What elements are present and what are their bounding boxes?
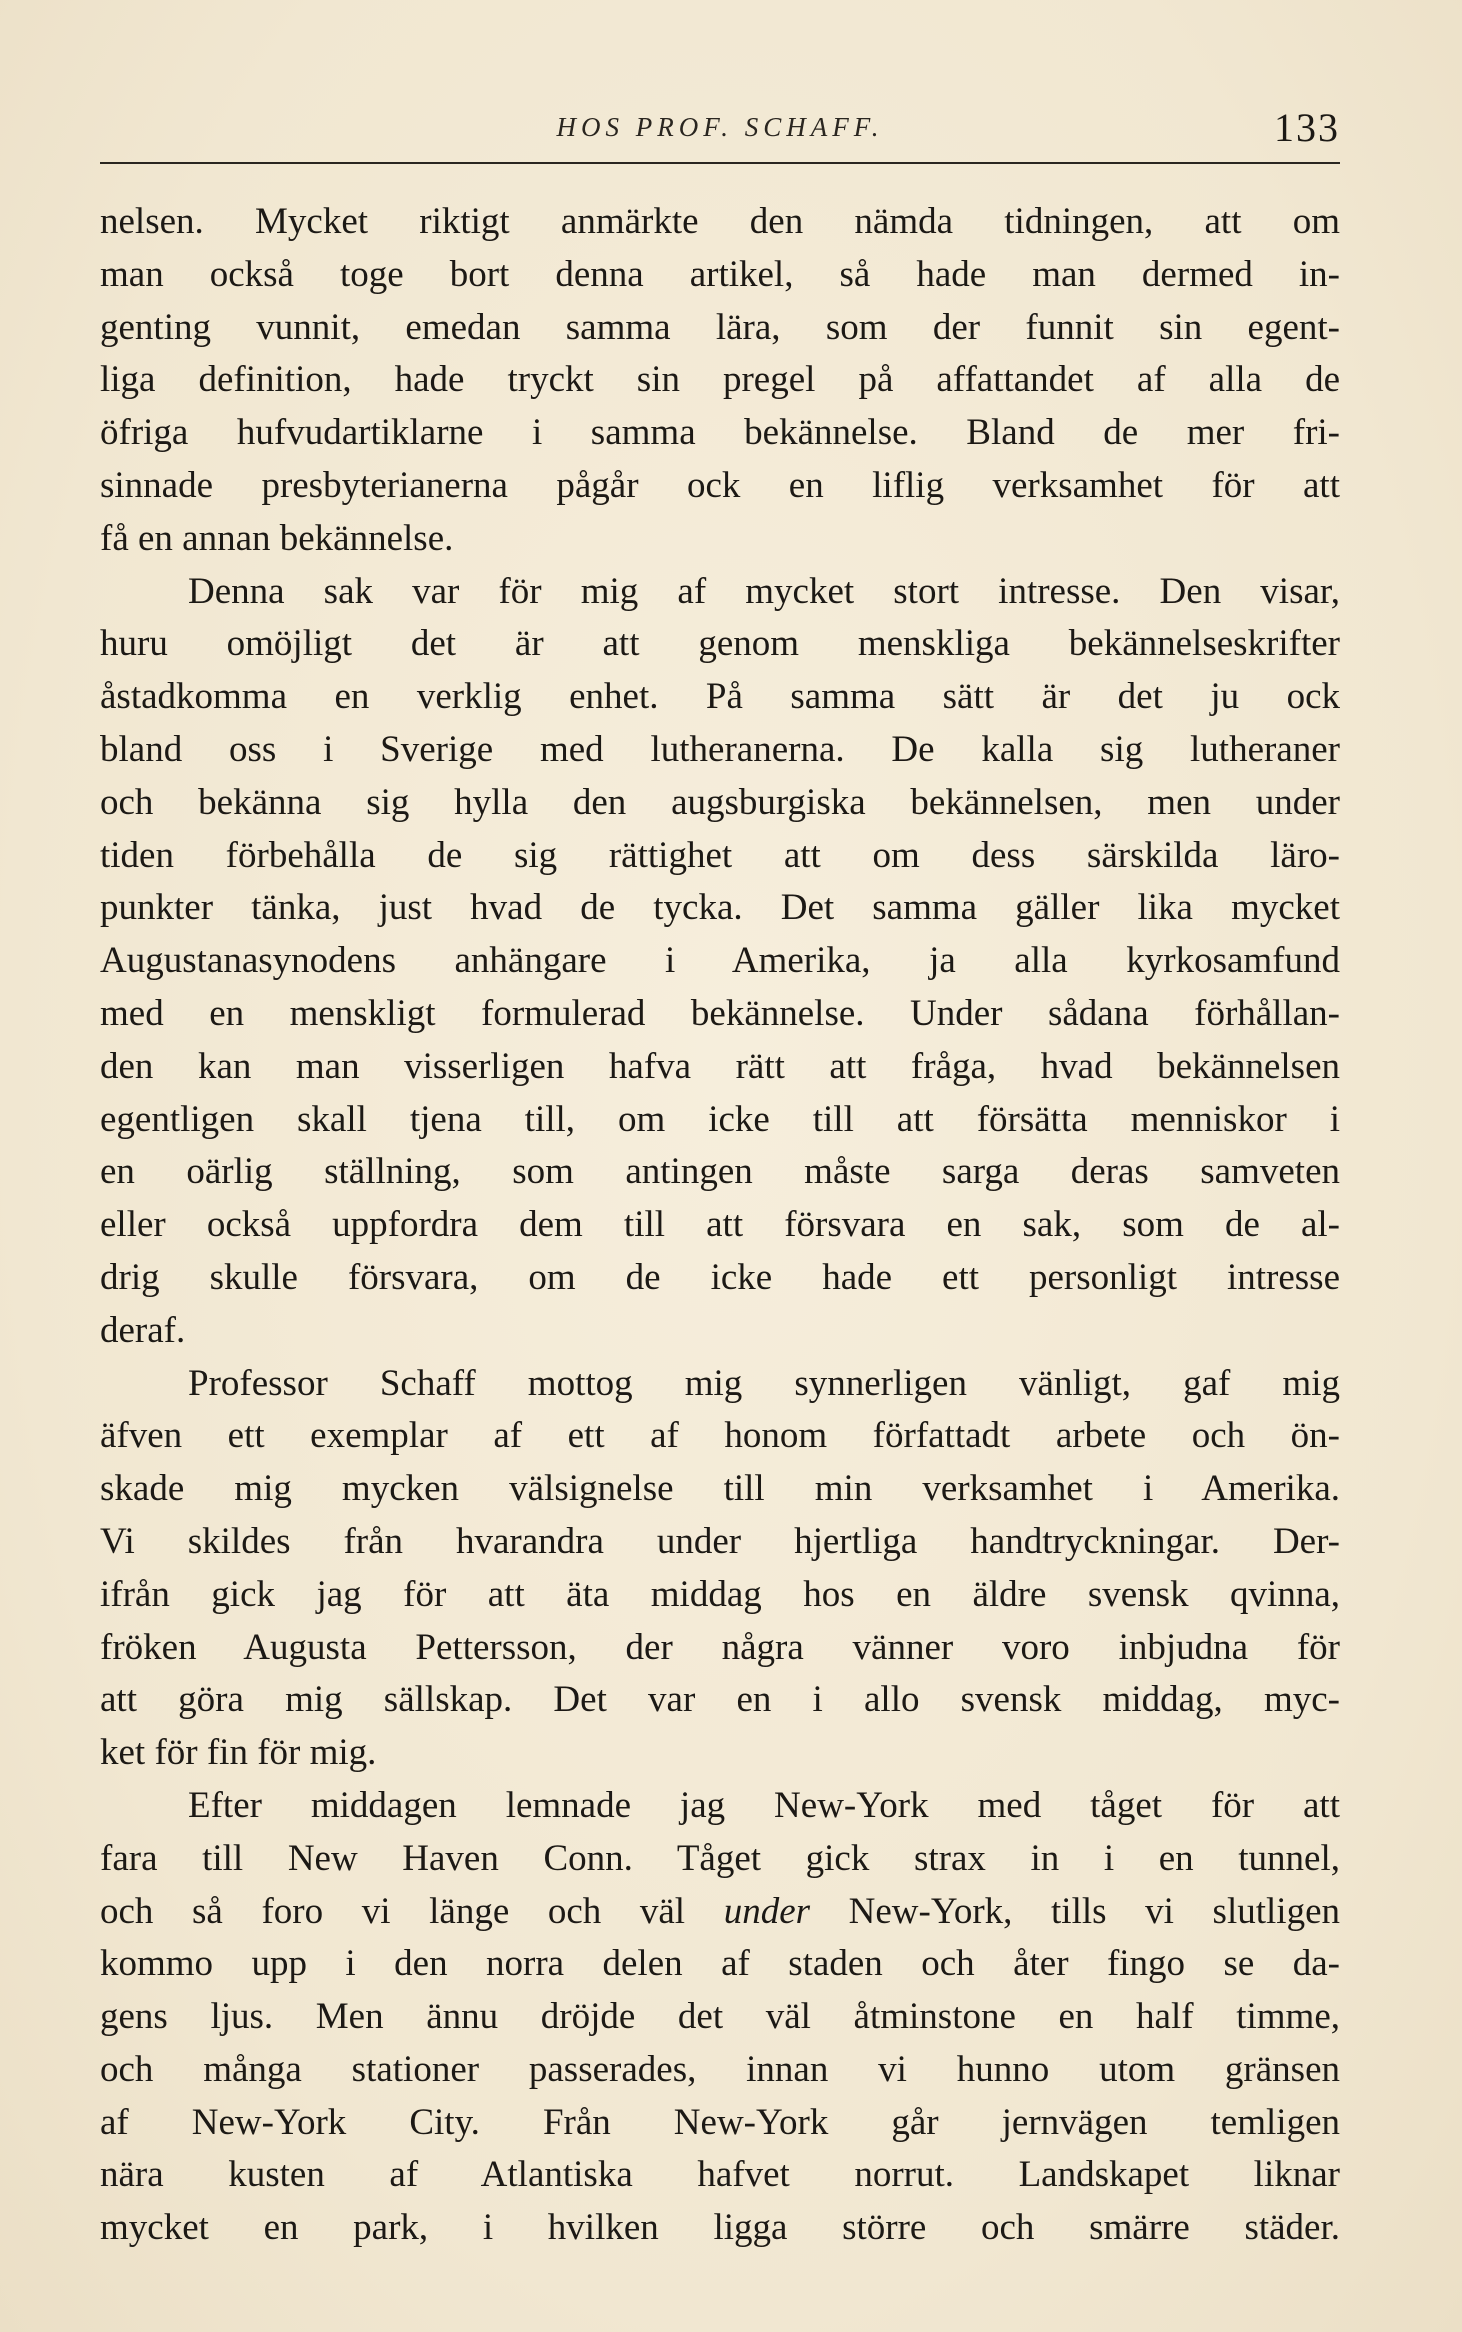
text-line: en oärlig ställning, som antingen måste sarga deras samveten: [100, 1151, 1340, 1193]
text-line: ifrån gick jag för att äta middag hos en äldre svensk qvinna,: [100, 1573, 1340, 1615]
text-line: gens ljus. Men ännu dröjde det väl åtminstone en half timme,: [100, 1996, 1340, 2038]
text-line: af New-York City. Från New-York går jernvägen temligen: [100, 2101, 1340, 2143]
text-line: man också toge bort denna artikel, så hade man dermed in-: [100, 253, 1340, 295]
text-line: genting vunnit, emedan samma lära, som der funnit sin egent-: [100, 306, 1340, 348]
text-line: att göra mig sällskap. Det var en i allo svensk middag, myc-: [100, 1679, 1340, 1721]
text-line: fara till New Haven Conn. Tåget gick strax in i en tunnel,: [100, 1837, 1340, 1879]
text-line: Denna sak var för mig af mycket stort intresse. Den visar,: [188, 570, 1340, 612]
text-line: skade mig mycken välsignelse till min verksamhet i Amerika.: [100, 1468, 1340, 1510]
text-line: Augustanasynodens anhängare i Amerika, ja alla kyrkosamfund: [100, 940, 1340, 982]
text-line: huru omöjligt det är att genom menskliga bekännelseskrifter: [100, 623, 1340, 665]
body-text: [100, 196, 1340, 2255]
text-line: mycket en park, i hvilken ligga större och smärre städer.: [100, 2207, 1340, 2249]
header-rule: [100, 162, 1340, 164]
text-line: liga definition, hade tryckt sin pregel på affattandet af alla de: [100, 359, 1340, 401]
text-line: åstadkomma en verklig enhet. På samma sätt är det ju ock: [100, 676, 1340, 718]
text-line: fröken Augusta Pettersson, der några vänner voro inbjudna för: [100, 1626, 1340, 1668]
text-line: äfven ett exemplar af ett af honom författadt arbete och ön-: [100, 1415, 1340, 1457]
text-line: öfriga hufvudartiklarne i samma bekännelse. Bland de mer fri-: [100, 412, 1340, 454]
page-header: [100, 100, 1340, 160]
text-line: punkter tänka, just hvad de tycka. Det samma gäller lika mycket: [100, 887, 1340, 929]
text-line: och bekänna sig hylla den augsburgiska bekännelsen, men under: [100, 781, 1340, 823]
text-line: eller också uppfordra dem till att försvara en sak, som de al-: [100, 1204, 1340, 1246]
text-line: sinnade presbyterianerna pågår ock en liflig verksamhet för att: [100, 464, 1340, 506]
text-line: egentligen skall tjena till, om icke till att försätta menniskor i: [100, 1098, 1340, 1140]
text-line: drig skulle försvara, om de icke hade ett personligt intresse: [100, 1256, 1340, 1298]
text-line: deraf.: [100, 1309, 186, 1351]
text-line: Efter middagen lemnade jag New-York med tåget för att: [188, 1784, 1340, 1826]
text-line: Vi skildes från hvarandra under hjertliga handtryckningar. Der-: [100, 1520, 1340, 1562]
text-line: kommo upp i den norra delen af staden och åter fingo se da-: [100, 1943, 1340, 1985]
emphasis: under: [723, 1890, 811, 1932]
text-line: och många stationer passerades, innan vi hunno utom gränsen: [100, 2048, 1340, 2090]
text-line: den kan man visserligen hafva rätt att fråga, hvad bekännelsen: [100, 1045, 1340, 1087]
text-line: ket för fin för mig.: [100, 1732, 377, 1774]
page-number: 133: [1274, 105, 1340, 150]
running-head: HOS PROF. SCHAFF.: [556, 112, 884, 142]
text-line: tiden förbehålla de sig rättighet att om dess särskilda läro-: [100, 834, 1340, 876]
text-line: få en annan bekännelse.: [100, 517, 454, 559]
text-line: och så foro vi länge och väl under New-York, tills vi slutligen: [100, 1890, 1340, 1932]
text-line: Professor Schaff mottog mig synnerligen vänligt, gaf mig: [188, 1362, 1340, 1404]
text-line: nära kusten af Atlantiska hafvet norrut. Landskapet liknar: [100, 2154, 1340, 2196]
text-line: nelsen. Mycket riktigt anmärkte den nämda tidningen, att om: [100, 201, 1340, 242]
text-line: med en menskligt formulerad bekännelse. Under sådana förhållan-: [100, 992, 1340, 1034]
text-line: bland oss i Sverige med lutheranerna. De kalla sig lutheraner: [100, 728, 1340, 770]
